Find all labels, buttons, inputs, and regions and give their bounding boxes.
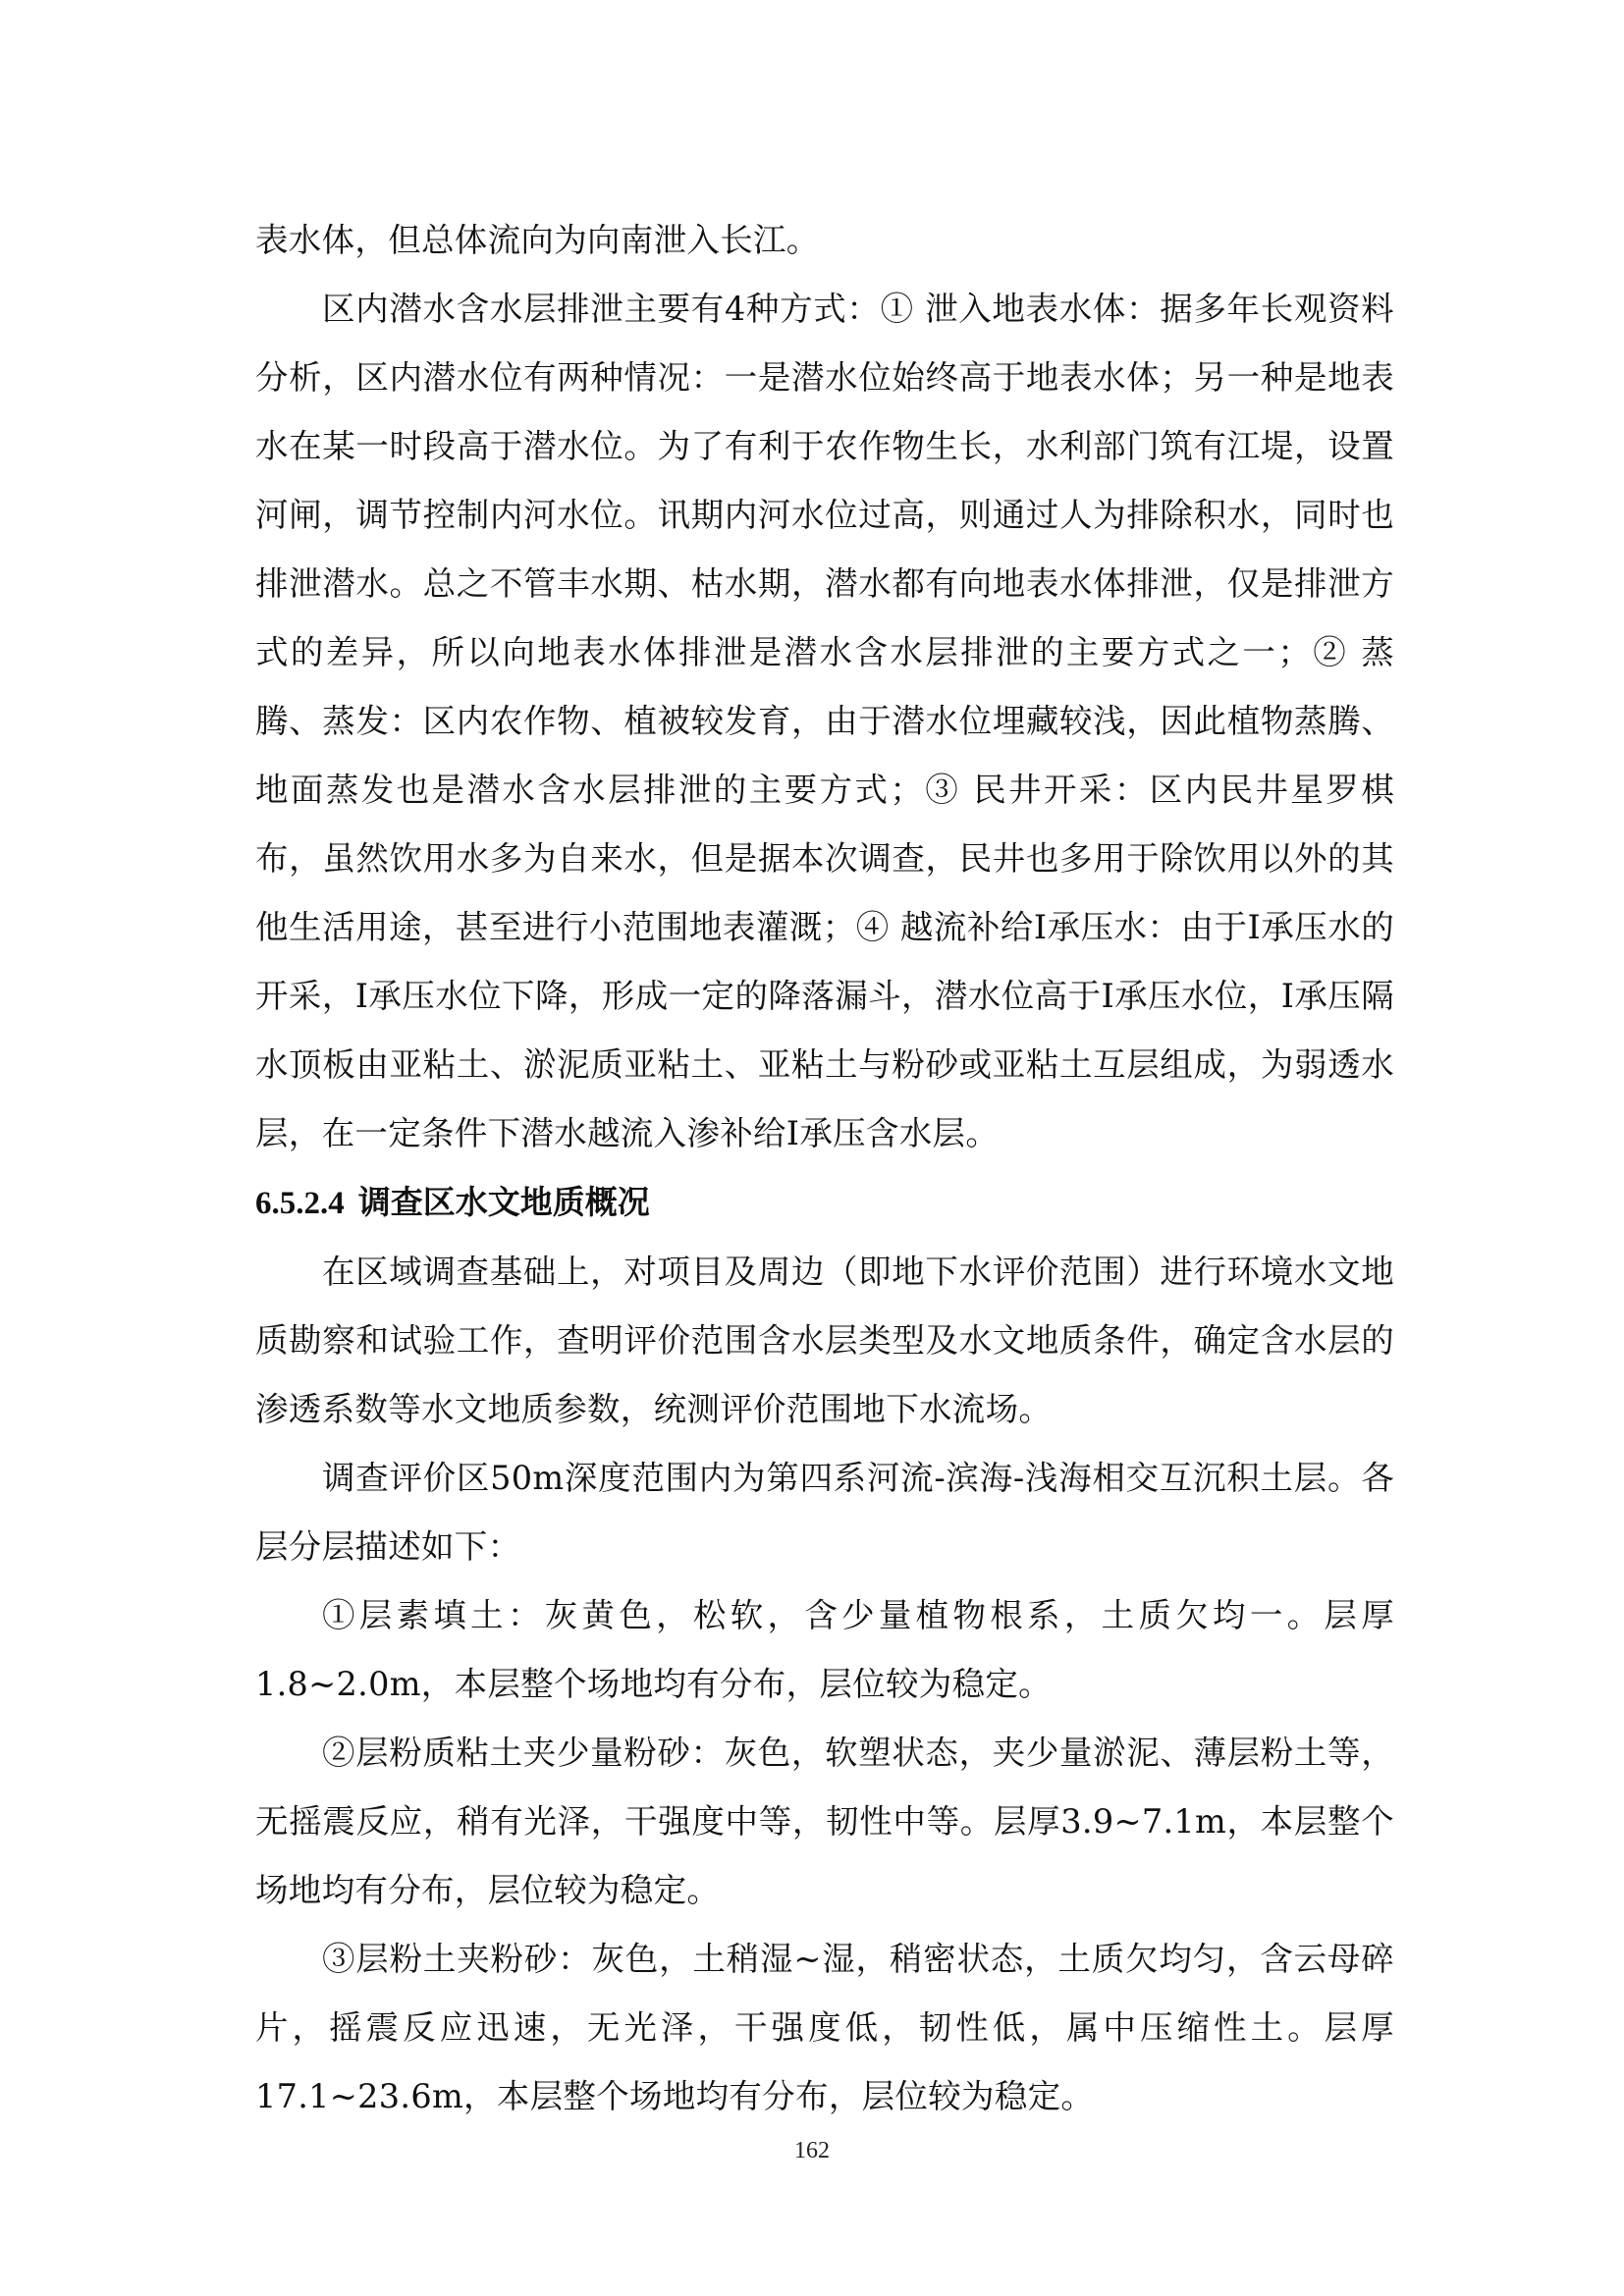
paragraph-layer-3: ③层粉土夹粉砂：灰色，土稍湿~湿，稍密状态，土质欠均匀，含云母碎片，摇震反应迅速，无光泽，干强度低，韧性低，属中压缩性土。层厚17.1~23.6m，本层整个场地均有分布，层位较为稳定。 <box>255 1940 1394 2115</box>
page-body <box>255 206 1394 2131</box>
section-heading <box>255 1168 1394 1238</box>
paragraph-layer-2: ②层粉质粘土夹少量粉砂：灰色，软塑状态，夹少量淤泥、薄层粉土等，无摇震反应，稍有光泽，干强度中等，韧性中等。层厚3.9~7.1m，本层整个场地均有分布，层位较为稳定。 <box>255 1734 1394 1909</box>
section-title: 调查区水文地质概况 <box>357 1183 650 1221</box>
paragraph-phreatic-discharge: 区内潜水含水层排泄主要有4种方式：① 泄入地表水体：据多年长观资料分析，区内潜水位有两种情况：一是潜水位始终高于地表水体；另一种是地表水在某一时段高于潜水位。为了有利于农作物生长，水利部门筑有江堤，设置河闸，调节控制内河水位。讯期内河水位过高，则通过人为排除积水，同时也排泄潜水。总之不管丰水期、枯水期，潜水都有向地表水体排泄，仅是排泄方式的差异，所以向地表水体排泄是潜水含水层排泄的主要方式之一；② 蒸腾、蒸发：区内农作物、植被较发育，由于潜水位埋藏较浅，因此植物蒸腾、地面蒸发也是潜水含水层排泄的主要方式；③ 民井开采：区内民井星罗棋布，虽然饮用水多为自来水，但是据本次调查，民井也多用于除饮用以外的其他生活用途，甚至进行小范围地表灌溉；④ 越流补给Ⅰ承压水：由于Ⅰ承压水的开采，Ⅰ承压水位下降，形成一定的降落漏斗，潜水位高于Ⅰ承压水位，Ⅰ承压隔水顶板由亚粘土、淤泥质亚粘土、亚粘土与粉砂或亚粘土互层组成，为弱透水层，在一定条件下潜水越流入渗补给Ⅰ承压含水层。 <box>255 290 1394 1152</box>
paragraph-survey-intro: 在区域调查基础上，对项目及周边（即地下水评价范围）进行环境水文地质勘察和试验工作，查明评价范围含水层类型及水文地质条件，确定含水层的渗透系数等水文地质参数，统测评价范围地下水流场。 <box>255 1253 1394 1428</box>
paragraph-strata-intro: 调查评价区50m深度范围内为第四系河流-滨海-浅海相交互沉积土层。各层分层描述如下： <box>255 1459 1394 1566</box>
section-number: 6.5.2.4 <box>255 1186 345 1221</box>
page-number: 162 <box>794 2138 830 2163</box>
paragraph-layer-1: ①层素填土：灰黄色，松软，含少量植物根系，土质欠均一。层厚1.8~2.0m，本层整个场地均有分布，层位较为稳定。 <box>255 1596 1394 1703</box>
paragraph-continuation: 表水体，但总体流向为向南泄入长江。 <box>255 221 820 259</box>
